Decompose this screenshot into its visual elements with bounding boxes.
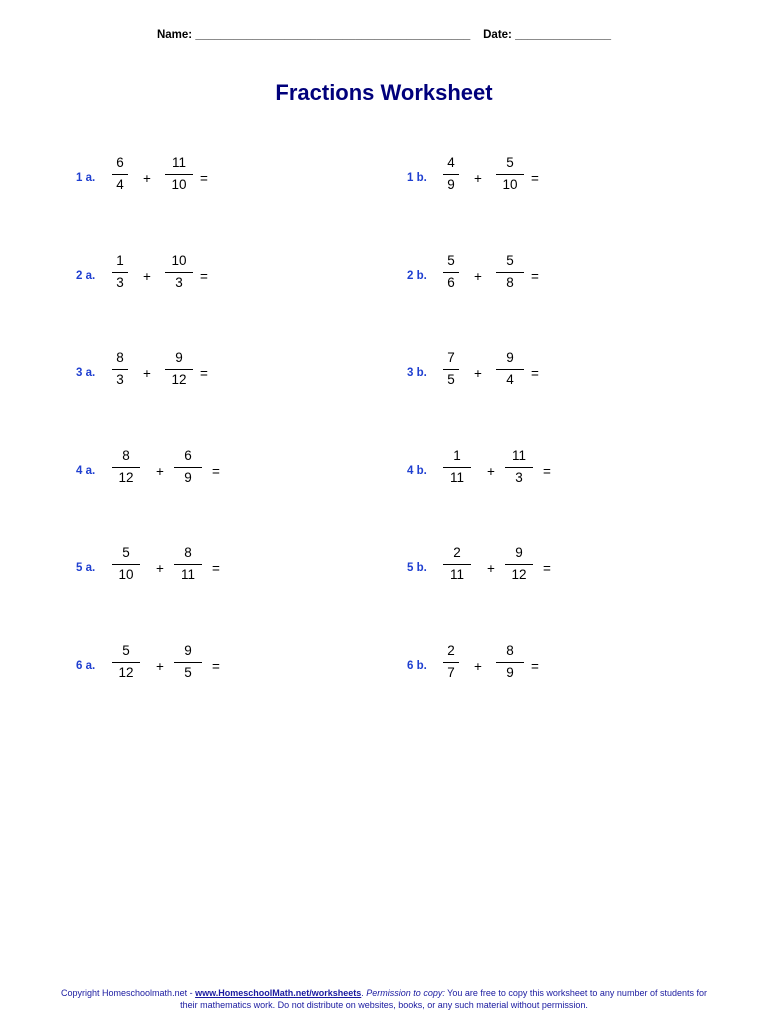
denominator: 4 (506, 372, 514, 387)
fraction-bar (505, 564, 533, 565)
problem-label: 4 b. (407, 465, 427, 477)
denominator: 5 (184, 665, 192, 680)
fraction-b (505, 448, 533, 486)
fraction-b (165, 253, 193, 291)
fraction-bar (496, 369, 524, 370)
denominator: 9 (447, 177, 455, 192)
denominator: 12 (118, 665, 134, 680)
fraction-a (443, 253, 459, 291)
plus-sign: + (474, 269, 482, 284)
fraction-bar (496, 174, 524, 175)
fraction-bar (505, 467, 533, 468)
equals-sign: = (531, 366, 539, 381)
fraction-bar (165, 174, 193, 175)
problem-label: 6 a. (76, 660, 96, 672)
fraction-bar (443, 662, 459, 663)
fraction-bar (112, 174, 128, 175)
problem-4a (76, 448, 376, 498)
numerator: 6 (184, 448, 192, 463)
plus-sign: + (474, 659, 482, 674)
equals-sign: = (212, 659, 220, 674)
problem-1a (76, 155, 376, 205)
equals-sign: = (200, 366, 208, 381)
numerator: 8 (184, 545, 192, 560)
problem-label: 2 b. (407, 270, 427, 282)
plus-sign: + (487, 464, 495, 479)
footer-permission-text: You are free to copy this worksheet to any number of students for their mathematics work. Do not distribute on websites, books, or any such material without permission. (180, 988, 707, 1010)
denominator: 10 (171, 177, 187, 192)
denominator: 12 (511, 567, 527, 582)
fraction-a (443, 643, 459, 681)
denominator: 3 (175, 275, 183, 290)
fraction-b (496, 643, 524, 681)
fraction-b (174, 448, 202, 486)
numerator: 2 (447, 643, 455, 658)
numerator: 6 (116, 155, 124, 170)
numerator: 1 (116, 253, 124, 268)
plus-sign: + (487, 561, 495, 576)
footer-permission-label: Permission to copy: (366, 988, 445, 998)
denominator: 3 (515, 470, 523, 485)
plus-sign: + (156, 561, 164, 576)
denominator: 6 (447, 275, 455, 290)
denominator: 3 (116, 372, 124, 387)
equals-sign: = (531, 269, 539, 284)
numerator: 10 (171, 253, 187, 268)
fraction-bar (496, 662, 524, 663)
numerator: 5 (506, 155, 514, 170)
footer-link[interactable]: www.HomeschoolMath.net/worksheets (195, 988, 362, 998)
fraction-a (112, 545, 140, 583)
denominator: 9 (184, 470, 192, 485)
numerator: 4 (447, 155, 455, 170)
fraction-bar (112, 467, 140, 468)
numerator: 8 (122, 448, 130, 463)
numerator: 5 (506, 253, 514, 268)
plus-sign: + (143, 269, 151, 284)
fraction-bar (443, 272, 459, 273)
problem-3b (407, 350, 707, 400)
denominator: 9 (506, 665, 514, 680)
fraction-bar (165, 369, 193, 370)
fraction-a (112, 155, 128, 193)
fraction-bar (443, 174, 459, 175)
problem-label: 6 b. (407, 660, 427, 672)
fraction-a (112, 253, 128, 291)
equals-sign: = (531, 171, 539, 186)
plus-sign: + (474, 366, 482, 381)
fraction-a (443, 350, 459, 388)
fraction-b (496, 253, 524, 291)
numerator: 5 (447, 253, 455, 268)
problem-2a (76, 253, 376, 303)
problem-label: 3 a. (76, 367, 96, 379)
denominator: 10 (502, 177, 518, 192)
numerator: 11 (511, 448, 526, 463)
fraction-bar (443, 564, 471, 565)
equals-sign: = (200, 269, 208, 284)
numerator: 1 (453, 448, 461, 463)
problem-4b (407, 448, 707, 498)
numerator: 9 (515, 545, 523, 560)
fraction-bar (112, 272, 128, 273)
problem-2b (407, 253, 707, 303)
numerator: 7 (447, 350, 455, 365)
denominator: 5 (447, 372, 455, 387)
footer (60, 988, 708, 1011)
denominator: 11 (449, 470, 464, 485)
numerator: 5 (122, 643, 130, 658)
numerator: 5 (122, 545, 130, 560)
fraction-bar (112, 369, 128, 370)
fraction-a (112, 643, 140, 681)
fraction-bar (443, 467, 471, 468)
fraction-a (443, 545, 471, 583)
denominator: 4 (116, 177, 124, 192)
name-label: Name: (156, 29, 193, 41)
fraction-b (165, 155, 193, 193)
footer-after-link: . (361, 988, 367, 998)
date-label: Date: (483, 29, 512, 41)
problem-label: 2 a. (76, 270, 96, 282)
fraction-bar (174, 662, 202, 663)
numerator: 8 (506, 643, 514, 658)
problem-6a (76, 643, 376, 693)
numerator: 9 (184, 643, 192, 658)
equals-sign: = (531, 659, 539, 674)
fraction-bar (174, 564, 202, 565)
fraction-a (443, 155, 459, 193)
fraction-bar (112, 564, 140, 565)
fraction-bar (174, 467, 202, 468)
numerator: 2 (453, 545, 461, 560)
problem-1b (407, 155, 707, 205)
footer-copyright: Copyright Homeschoolmath.net - (61, 988, 196, 998)
denominator: 7 (447, 665, 455, 680)
fraction-b (496, 350, 524, 388)
fraction-b (505, 545, 533, 583)
denominator: 12 (171, 372, 187, 387)
problem-3a (76, 350, 376, 400)
problem-5a (76, 545, 376, 595)
numerator: 9 (175, 350, 183, 365)
equals-sign: = (543, 561, 551, 576)
equals-sign: = (212, 561, 220, 576)
problem-6b (407, 643, 707, 693)
problem-label: 5 a. (76, 562, 96, 574)
name-field[interactable]: ___________________________________________ (195, 29, 471, 41)
numerator: 11 (171, 155, 186, 170)
problem-label: 1 a. (76, 172, 96, 184)
plus-sign: + (156, 464, 164, 479)
problem-5b (407, 545, 707, 595)
fraction-bar (112, 662, 140, 663)
fraction-a (112, 350, 128, 388)
fraction-bar (443, 369, 459, 370)
numerator: 9 (506, 350, 514, 365)
fraction-bar (496, 272, 524, 273)
denominator: 11 (180, 567, 195, 582)
denominator: 10 (118, 567, 134, 582)
equals-sign: = (212, 464, 220, 479)
problem-label: 4 a. (76, 465, 96, 477)
denominator: 12 (118, 470, 134, 485)
plus-sign: + (156, 659, 164, 674)
page-title: Fractions Worksheet (275, 80, 493, 105)
problem-label: 5 b. (407, 562, 427, 574)
numerator: 8 (116, 350, 124, 365)
header (0, 29, 768, 41)
fraction-a (112, 448, 140, 486)
equals-sign: = (543, 464, 551, 479)
plus-sign: + (143, 171, 151, 186)
fraction-b (165, 350, 193, 388)
fraction-b (174, 545, 202, 583)
denominator: 3 (116, 275, 124, 290)
plus-sign: + (474, 171, 482, 186)
denominator: 8 (506, 275, 514, 290)
fraction-a (443, 448, 471, 486)
equals-sign: = (200, 171, 208, 186)
fraction-bar (165, 272, 193, 273)
problem-label: 1 b. (407, 172, 427, 184)
problem-label: 3 b. (407, 367, 427, 379)
denominator: 11 (449, 567, 464, 582)
date-field[interactable]: _______________ (515, 29, 612, 41)
plus-sign: + (143, 366, 151, 381)
fraction-b (174, 643, 202, 681)
fraction-b (496, 155, 524, 193)
